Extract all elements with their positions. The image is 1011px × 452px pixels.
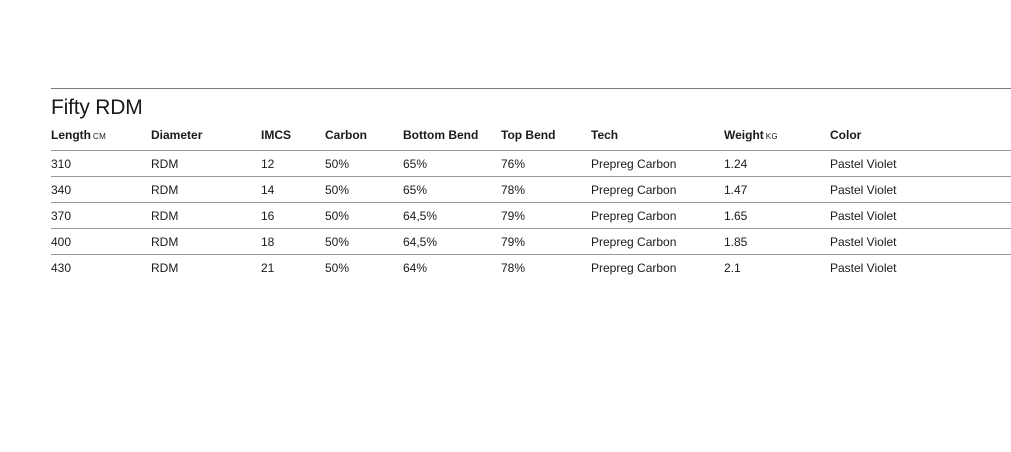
cell-length: 340 [51, 177, 151, 203]
cell-tech: Prepreg Carbon [591, 151, 724, 177]
cell-diameter: RDM [151, 203, 261, 229]
cell-length: 430 [51, 260, 72, 275]
column-header-length: Length CM [51, 119, 151, 151]
cell-imcs: 21 [261, 260, 275, 275]
cell-tech: Prepreg Carbon [591, 260, 677, 275]
cell-imcs: 14 [261, 177, 325, 203]
cell-top-bend: 78% [501, 260, 526, 275]
column-header-bottom-bend: Bottom Bend [403, 119, 501, 151]
cell-imcs: 16 [261, 203, 325, 229]
cell-bottom-bend: 64,5% [403, 229, 501, 255]
cell-color: Pastel Violet [830, 260, 897, 275]
table-row [51, 229, 1011, 255]
table-row [51, 203, 1011, 229]
spec-table [51, 119, 1011, 280]
cell-color: Pastel Violet [830, 203, 1011, 229]
column-header-tech: Tech [591, 119, 724, 151]
cell-color: Pastel Violet [830, 177, 1011, 203]
cell-carbon: 50% [325, 151, 403, 177]
header-row [51, 119, 1011, 151]
cell-carbon: 50% [325, 177, 403, 203]
cell-tech: Prepreg Carbon [591, 203, 724, 229]
cell-bottom-bend: 64% [403, 260, 428, 275]
cell-bottom-bend: 64,5% [403, 203, 501, 229]
column-header-carbon: Carbon [325, 119, 403, 151]
cell-tech: Prepreg Carbon [591, 229, 724, 255]
unit-label: KG [765, 131, 778, 141]
cell-top-bend: 79% [501, 203, 591, 229]
cell-carbon: 50% [325, 203, 403, 229]
cell-weight: 1.85 [724, 229, 830, 255]
cell-color: Pastel Violet [830, 229, 1011, 255]
cell-color: Pastel Violet [830, 151, 1011, 177]
cell-diameter: RDM [151, 177, 261, 203]
table-body [51, 151, 1011, 281]
cell-carbon: 50% [325, 260, 350, 275]
cell-length: 400 [51, 229, 151, 255]
column-header-diameter: Diameter [151, 119, 261, 151]
spec-table-section [51, 88, 1011, 280]
cell-diameter: RDM [151, 151, 261, 177]
cell-bottom-bend: 65% [403, 151, 501, 177]
cell-top-bend: 76% [501, 151, 591, 177]
cell-carbon: 50% [325, 229, 403, 255]
column-header-top-bend: Top Bend [501, 119, 591, 151]
cell-tech: Prepreg Carbon [591, 177, 724, 203]
table-row [51, 177, 1011, 203]
cell-length: 310 [51, 151, 151, 177]
table-row [51, 151, 1011, 177]
cell-weight: 1.65 [724, 203, 830, 229]
column-header-color: Color [830, 119, 1011, 151]
cell-top-bend: 79% [501, 229, 591, 255]
column-header-weight: Weight KG [724, 119, 830, 151]
cell-bottom-bend: 65% [403, 177, 501, 203]
cell-imcs: 18 [261, 229, 325, 255]
table-title: Fifty RDM [51, 96, 143, 119]
cell-weight: 1.47 [724, 177, 830, 203]
cell-weight: 1.24 [724, 151, 830, 177]
cell-top-bend: 78% [501, 177, 591, 203]
cell-weight: 2.1 [724, 260, 741, 275]
cell-diameter: RDM [151, 229, 261, 255]
table-row [51, 255, 1011, 281]
cell-imcs: 12 [261, 151, 325, 177]
unit-label: CM [93, 131, 107, 141]
cell-length: 370 [51, 203, 151, 229]
column-header-imcs: IMCS [261, 119, 325, 151]
cell-diameter: RDM [151, 260, 179, 275]
